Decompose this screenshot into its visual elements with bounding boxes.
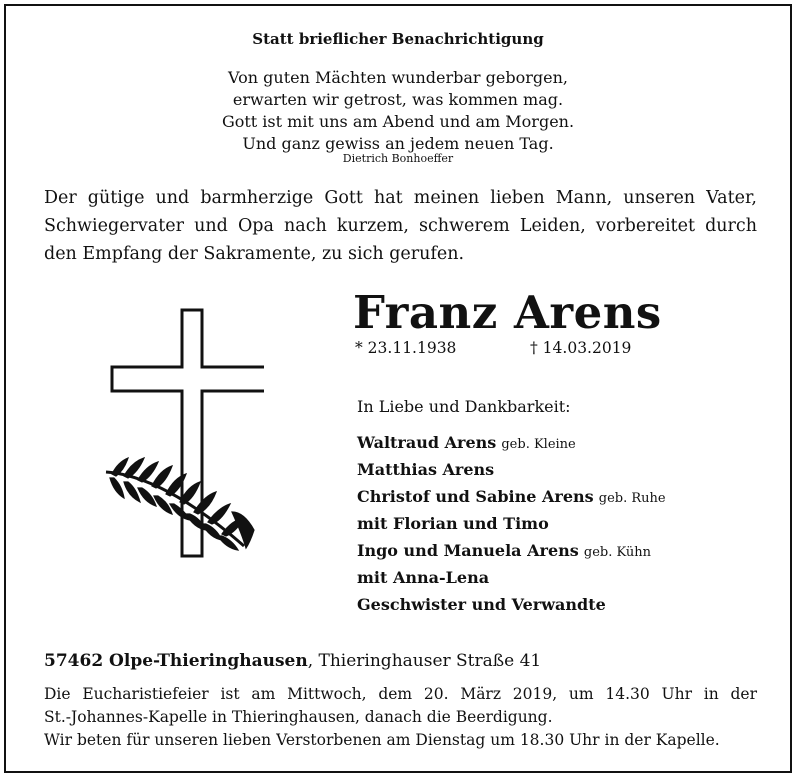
mourner-entry: Ingo und Manuela Arens geb. Kühn <box>357 541 652 560</box>
mourner-entry: mit Anna-Lena <box>357 568 490 587</box>
notice-header: Statt brieflicher Benachrichtigung <box>252 30 544 48</box>
mourner-entry: Christof und Sabine Arens geb. Ruhe <box>357 487 666 506</box>
verse-line: erwarten wir getrost, was kommen mag. <box>232 90 564 109</box>
death-date: † 14.03.2019 <box>530 339 632 357</box>
service-info-line: Die Eucharistiefeier ist am Mittwoch, dem 20. März 2019, um 14.30 Uhr in der <box>44 685 757 703</box>
obituary-notice <box>4 4 792 773</box>
deceased-name: Franz Arens <box>353 286 662 339</box>
verse-author: Dietrich Bonhoeffer <box>342 152 454 165</box>
verse-line: Und ganz gewiss an jedem neuen Tag. <box>242 134 554 153</box>
mourner-entry: mit Florian und Timo <box>357 514 549 533</box>
mourners-intro: In Liebe und Dankbarkeit: <box>357 397 571 416</box>
birth-date: * 23.11.1938 <box>355 339 457 357</box>
mourner-entry: Waltraud Arens geb. Kleine <box>357 433 576 452</box>
service-info-line: St.-Johannes-Kapelle in Thieringhausen, danach die Beerdigung. <box>44 708 553 726</box>
mourner-entry: Matthias Arens <box>357 460 495 479</box>
service-info-line: Wir beten für unseren lieben Verstorbenen am Dienstag um 18.30 Uhr in der Kapelle. <box>44 731 720 749</box>
family-address: 57462 Olpe-Thieringhausen, Thieringhauser Straße 41 <box>44 651 542 671</box>
cross-with-palm-icon <box>94 298 264 560</box>
verse-line: Gott ist mit uns am Abend und am Morgen. <box>221 112 575 131</box>
verse-line: Von guten Mächten wunderbar geborgen, <box>228 68 568 87</box>
mourner-entry: Geschwister und Verwandte <box>357 595 606 614</box>
intro-paragraph: Der gütige und barmherzige Gott hat meinen lieben Mann, unseren Vater, Schwiegervater und Opa nach kurzem, schwerem Leiden, vorbereitet durch den Empfang der Sakramente, zu sich gerufen. <box>44 188 757 264</box>
